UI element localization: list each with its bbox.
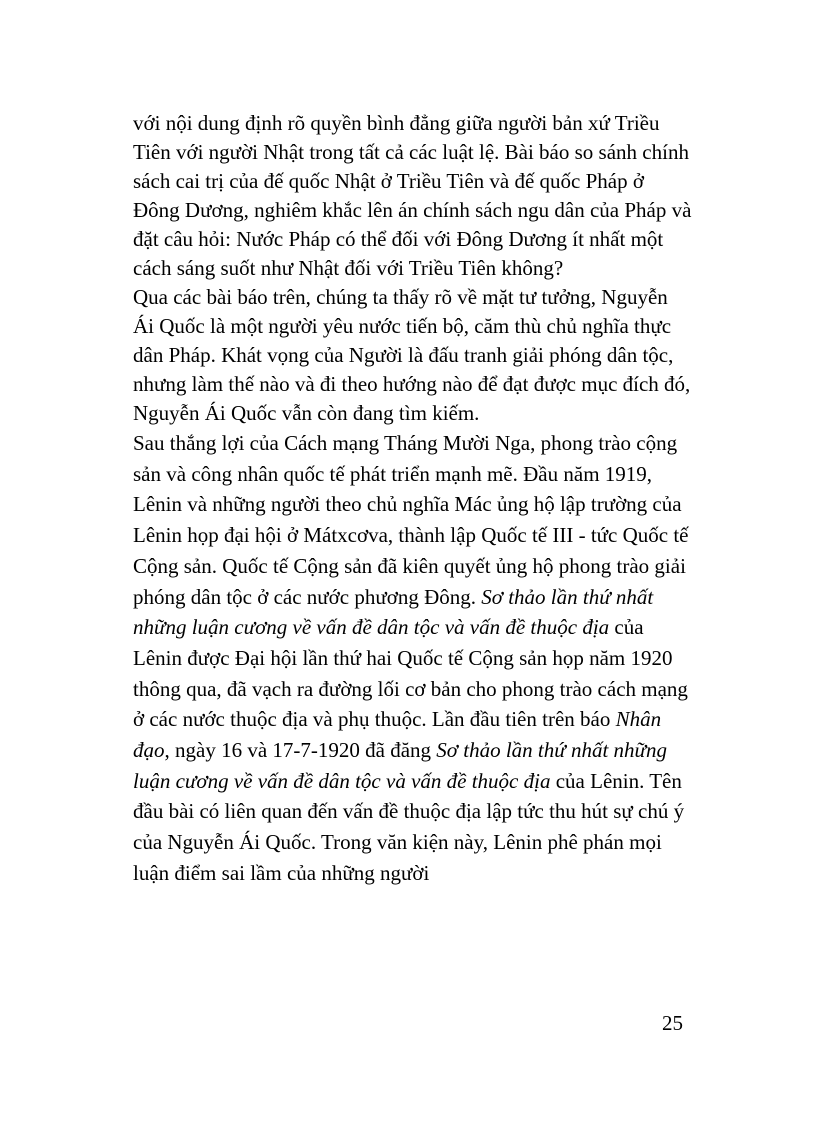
page-number: 25 bbox=[662, 1011, 683, 1035]
paragraph-3-text-1: Sau thắng lợi của Cách mạng Tháng Mười Nga, phong trào cộng sản và công nhân quốc tế phát triển mạnh mẽ. Đầu năm 1919, Lênin và những người theo chủ nghĩa Mác ủng hộ lập trường của Lênin họp đại hội ở Mátxcơva, thành lập Quốc tế III - tức Quốc tế Cộng sản. Quốc tế Cộng sản đã kiên quyết ủng hộ phong trào giải phóng dân tộc ở các nước phương Đông. bbox=[133, 431, 689, 609]
paragraph-1-text: với nội dung định rõ quyền bình đẳng giữa người bản xứ Triều Tiên với người Nhật trong tất cả các luật lệ. Bài báo so sánh chính sách cai trị của đế quốc Nhật ở Triều Tiên và đế quốc Pháp ở Đông Dương, nghiêm khắc lên án chính sách ngu dân của Pháp và đặt câu hỏi: Nước Pháp có thể đối với Đông Dương ít nhất một cách sáng suốt như Nhật đối với Triều Tiên không? bbox=[133, 111, 692, 280]
paragraph-3-text-3: , ngày 16 và 17-7-1920 đã đăng bbox=[164, 738, 437, 763]
paragraph-3-italic-title-1: Sơ thảo lần thứ nhất những luận cương về vấn đề dân tộc và vấn đề thuộc địa bbox=[133, 584, 654, 640]
paragraph-3-text-2: của Lênin được Đại hội lần thứ hai Quốc tế Cộng sản họp năm 1920 thông qua, đã vạch ra đường lối cơ bản cho phong trào cách mạng ở các nước thuộc địa và phụ thuộc. Lần đầu tiên trên báo bbox=[133, 615, 688, 732]
paragraph-2-text: Qua các bài báo trên, chúng ta thấy rõ về mặt tư tưởng, Nguyễn Ái Quốc là một người yêu nước tiến bộ, căm thù chủ nghĩa thực dân Pháp. Khát vọng của Người là đấu tranh giải phóng dân tộc, nhưng làm thế nào và đi theo hướng nào để đạt được mục đích đó, Nguyễn Ái Quốc vẫn còn đang tìm kiếm. bbox=[133, 285, 691, 425]
paragraph-3-italic-title-2: Sơ thảo lần thứ nhất những luận cương về vấn đề dân tộc và vấn đề thuộc địa bbox=[133, 738, 667, 793]
paragraph-3-text-4: của Lênin. Tên đầu bài có liên quan đến vấn đề thuộc địa lập tức thu hút sự chú ý của Nguyễn Ái Quốc. Trong văn kiện này, Lênin phê phán mọi luận điểm sai lầm của những người bbox=[133, 768, 685, 885]
paragraph-1 bbox=[133, 109, 693, 283]
paragraph-3-italic-newspaper: Nhân đạo bbox=[133, 707, 662, 763]
paragraph-2 bbox=[133, 283, 693, 428]
page-body bbox=[133, 109, 693, 889]
paragraph-3 bbox=[133, 428, 693, 889]
